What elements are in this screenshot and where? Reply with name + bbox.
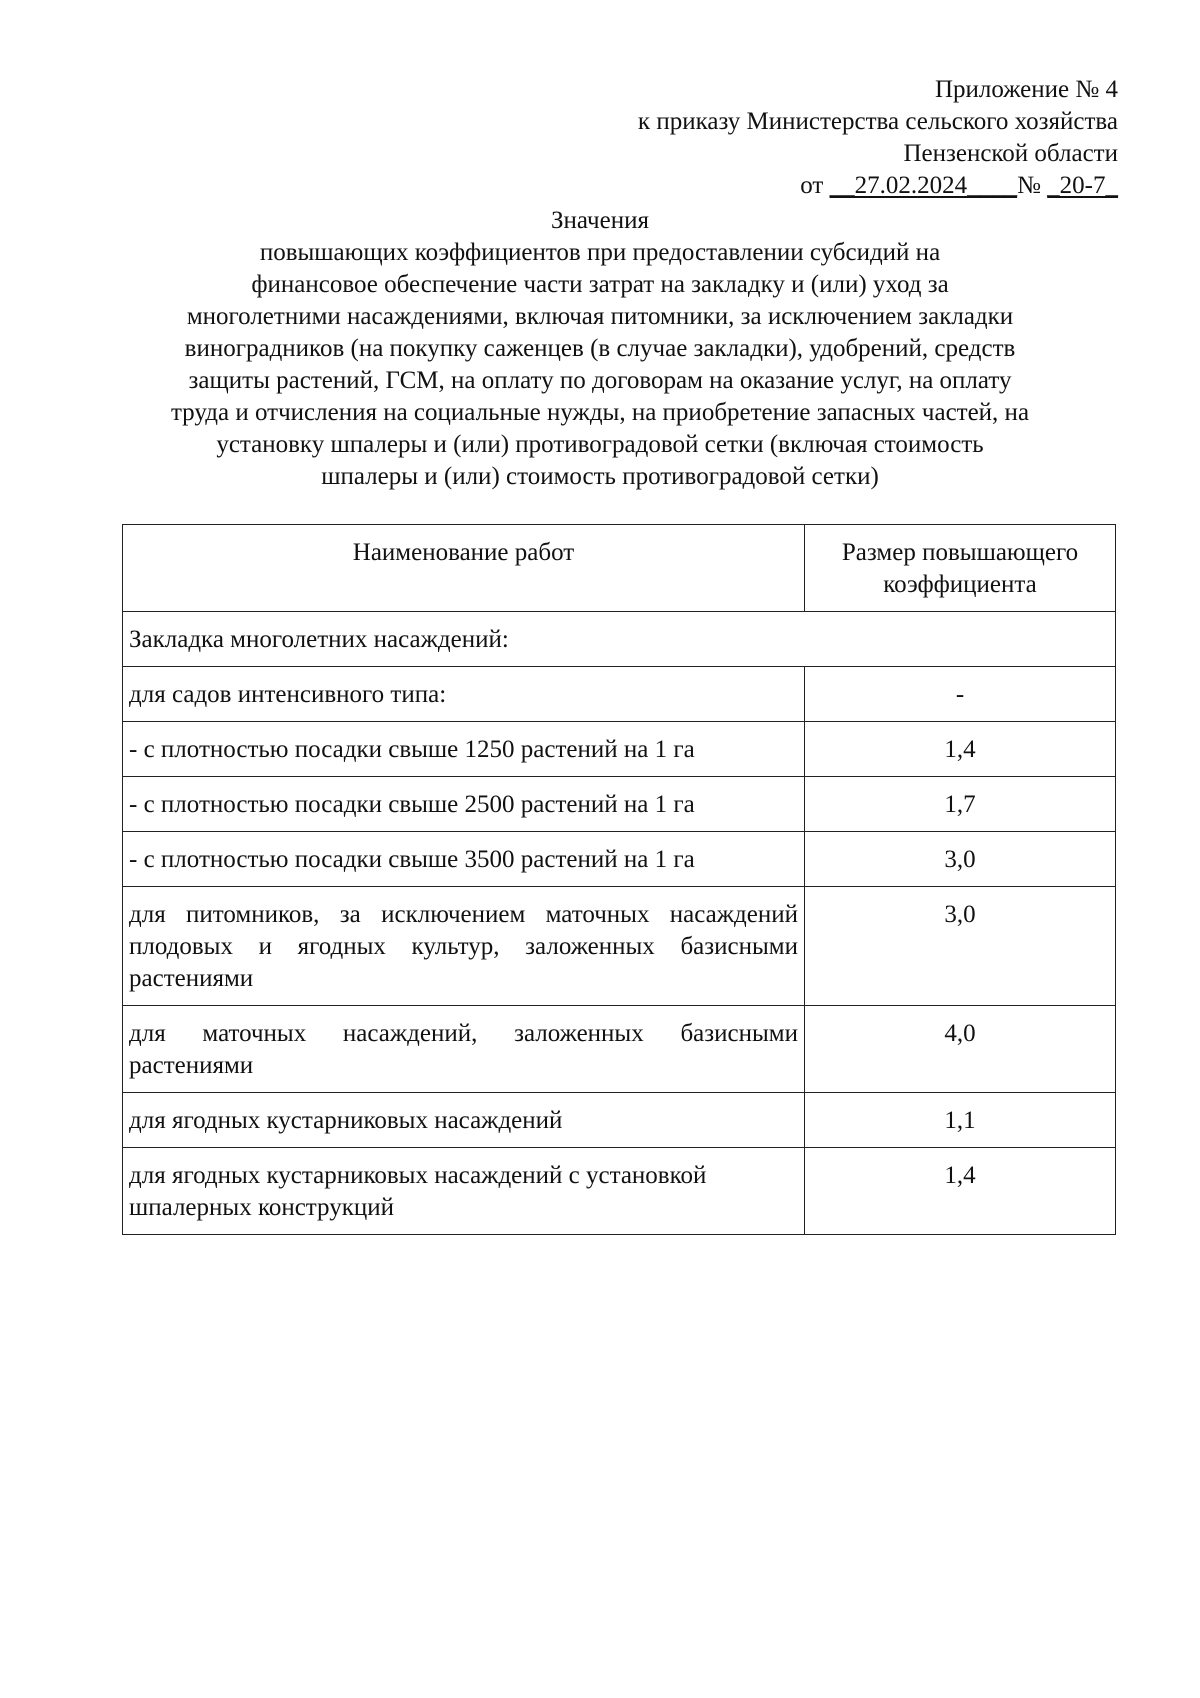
work-name: для маточных насаждений, заложенных базисными растениями: [123, 1006, 805, 1093]
section-title: Закладка многолетних насаждений:: [123, 612, 1116, 667]
document-header: [418, 74, 1118, 202]
coefficient-value: -: [805, 667, 1116, 722]
number-label: №: [1017, 172, 1041, 199]
work-name: - с плотностью посадки свыше 1250 растений на 1 га: [123, 722, 805, 777]
title-line: виноградников (на покупку саженцев (в случае закладки), удобрений, средств: [184, 335, 1016, 362]
title-line: Значения: [551, 207, 649, 234]
appendix-label: Приложение № 4: [934, 76, 1118, 103]
coefficient-value: 1,4: [805, 722, 1116, 777]
order-reference: к приказу Министерства сельского хозяйства: [637, 108, 1118, 135]
section-row: [123, 612, 1116, 667]
title-line: финансовое обеспечение части затрат на закладку и (или) уход за: [251, 271, 949, 298]
work-name: - с плотностью посадки свыше 2500 растений на 1 га: [123, 777, 805, 832]
coefficient-value: 1,7: [805, 777, 1116, 832]
table-row: [123, 1006, 1116, 1093]
coefficient-value: 3,0: [805, 887, 1116, 1006]
coefficient-value: 1,4: [805, 1148, 1116, 1235]
order-date: __27.02.2024____: [829, 172, 1018, 199]
title-line: труда и отчисления на социальные нужды, на приобретение запасных частей, на: [170, 399, 1030, 426]
table-row: [123, 1148, 1116, 1235]
work-name: - с плотностью посадки свыше 3500 растений на 1 га: [123, 832, 805, 887]
table-row: [123, 887, 1116, 1006]
table-row: [123, 722, 1116, 777]
column-header-name: Наименование работ: [123, 525, 805, 612]
table-header-row: [123, 525, 1116, 612]
order-date-number: [418, 170, 1118, 202]
table-row: [123, 777, 1116, 832]
column-header-coefficient: Размер повышающего коэффициента: [805, 525, 1116, 612]
work-name: для ягодных кустарниковых насаждений с установкой шпалерных конструкций: [123, 1148, 805, 1235]
work-name: для ягодных кустарниковых насаждений: [123, 1093, 805, 1148]
coefficient-value: 3,0: [805, 832, 1116, 887]
title-line: защиты растений, ГСМ, на оплату по договорам на оказание услуг, на оплату: [188, 367, 1012, 394]
coefficient-value: 1,1: [805, 1093, 1116, 1148]
table-row: [123, 667, 1116, 722]
document-title: [70, 205, 1130, 493]
work-name: для садов интенсивного типа:: [123, 667, 805, 722]
table-row: [123, 832, 1116, 887]
title-line: многолетними насаждениями, включая питомники, за исключением закладки: [186, 303, 1014, 330]
title-line: установку шпалеры и (или) противоградовой сетки (включая стоимость: [216, 431, 984, 458]
region-name: Пензенской области: [903, 140, 1118, 167]
coefficient-value: 4,0: [805, 1006, 1116, 1093]
from-label: от: [800, 172, 824, 199]
coefficients-table: [122, 524, 1116, 1235]
work-name: для питомников, за исключением маточных насаждений плодовых и ягодных культур, заложенных базисными растениями: [123, 887, 805, 1006]
order-number: _20-7_: [1047, 172, 1118, 199]
title-line: повышающих коэффициентов при предоставлении субсидий на: [259, 239, 941, 266]
table-row: [123, 1093, 1116, 1148]
title-line: шпалеры и (или) стоимость противоградовой сетки): [321, 463, 879, 490]
